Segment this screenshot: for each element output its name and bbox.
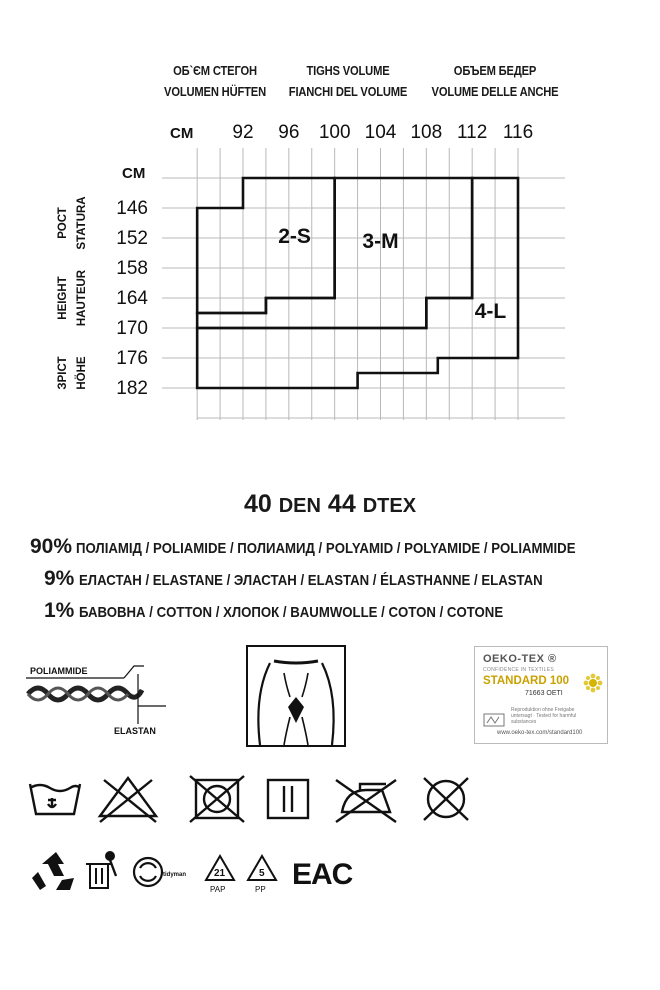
y-axis-group-label: HÖHE [76,356,88,390]
composition-text: ЕЛАСТАН / ELASTANE / ЭЛАСТАН / ELASTAN / ÉLASTHANNE / ELASTAN [78,572,543,589]
y-axis-unit: CM [122,165,146,182]
yarn-diagram [16,660,196,740]
header-line: TIGHS VOLUME [306,63,390,78]
header-russian-italian [431,60,560,102]
composition-row [44,599,561,623]
no-bleach-icon [100,778,156,822]
x-tick-label: 108 [410,122,443,143]
recycling-icons [0,842,660,902]
size-label: 4-L [474,300,507,323]
oeko-tex-label [474,646,608,744]
y-tick-label: 164 [116,288,148,309]
composition-percent: 1% [44,599,75,622]
x-tick-label: 116 [502,122,534,143]
y-axis-group-label: РОСТ [57,207,69,239]
header-line: VOLUME DELLE ANCHE [431,84,559,99]
y-axis-group-label: HAUTEUR [76,269,88,327]
x-tick-label: 100 [318,122,351,143]
recycle-icon [32,852,74,890]
x-tick-label: 92 [232,122,254,143]
y-tick-label: 146 [116,198,148,219]
header-line: VOLUMEN HÜFTEN [164,84,266,99]
yarn-top-label: POLIAMMIDE [30,666,88,676]
header-english-italian [288,60,408,102]
pp-label: PP [255,885,266,894]
oeko-standard: STANDARD 100 [483,675,570,687]
care-icons [0,770,660,830]
composition-text: БАВОВНА / COTTON / ХЛОПОК / BAUMWOLLE / COTON / COTONE [78,604,503,621]
composition-row [44,567,605,591]
size-chart [0,110,660,430]
pp-recycling-icon [248,856,276,894]
x-axis-unit: CM [170,125,194,142]
size-label: 3-M [362,230,399,253]
svg-text:tidyman: tidyman [163,872,187,878]
y-tick-label: 176 [116,348,148,369]
recycle-circle-icon [134,858,186,886]
yarn-bottom-label: ELASTAN [114,726,156,736]
oeko-tagline: CONFIDENCE IN TEXTILES [483,667,554,673]
oeko-flower-icon [583,673,603,693]
oeko-number: 71663 OETI [525,690,563,697]
x-tick-label: 112 [457,122,488,143]
no-iron-icon [336,780,396,822]
pp-number: 5 [259,868,265,879]
y-axis-group-label: ЗРІСТ [57,356,69,390]
eac-mark: EAC [292,858,353,891]
oeko-title: OEKO-TEX ® [483,653,557,665]
dtex-unit: DTEX [362,495,417,517]
y-tick-label: 152 [116,228,148,249]
size-label: 2-S [278,225,311,248]
composition-percent: 90% [30,535,73,558]
pap-number: 21 [214,868,226,879]
trash-bin-icon [86,852,116,888]
y-axis-group-label: HEIGHT [57,276,69,320]
tights-diagram [246,645,346,747]
composition-row [30,535,644,559]
oeko-url: www.oeko-tex.com/standard100 [497,730,583,736]
oeko-note: Reproduktion ohne Freigabe untersagt · Tested for harmful substances [511,707,577,725]
header-line: ОБ`ЄМ СТЕГОН [173,63,257,78]
line-dry-icon [268,780,308,818]
den-value: 40 [243,490,272,518]
header-line: FIANCHI DEL VOLUME [288,84,408,99]
x-tick-label: 104 [364,122,397,143]
den-unit: DEN [278,495,321,517]
y-tick-label: 158 [116,258,148,279]
y-axis-group-label: STATURA [76,196,88,250]
y-tick-label: 182 [116,378,148,399]
density-line [0,490,660,519]
dtex-value: 44 [327,490,356,518]
yarn-twist-icon [28,688,142,700]
no-tumble-dry-icon [190,776,244,822]
header-ukrainian-german [155,60,275,102]
composition-text: ПОЛІАМІД / POLIAMIDE / ПОЛИАМИД / POLYAMID / POLYAMIDE / POLIAMMIDE [76,540,576,557]
wash-30-icon [30,784,80,814]
pap-recycling-icon [206,856,234,894]
header-line: ОБЪЕМ БЕДЕР [453,63,537,78]
no-dry-clean-icon [424,778,468,820]
composition-percent: 9% [44,567,75,590]
oeko-logo-icon [483,713,505,727]
pap-label: PAP [210,885,226,894]
y-tick-label: 170 [116,318,148,339]
x-tick-label: 96 [278,122,300,143]
